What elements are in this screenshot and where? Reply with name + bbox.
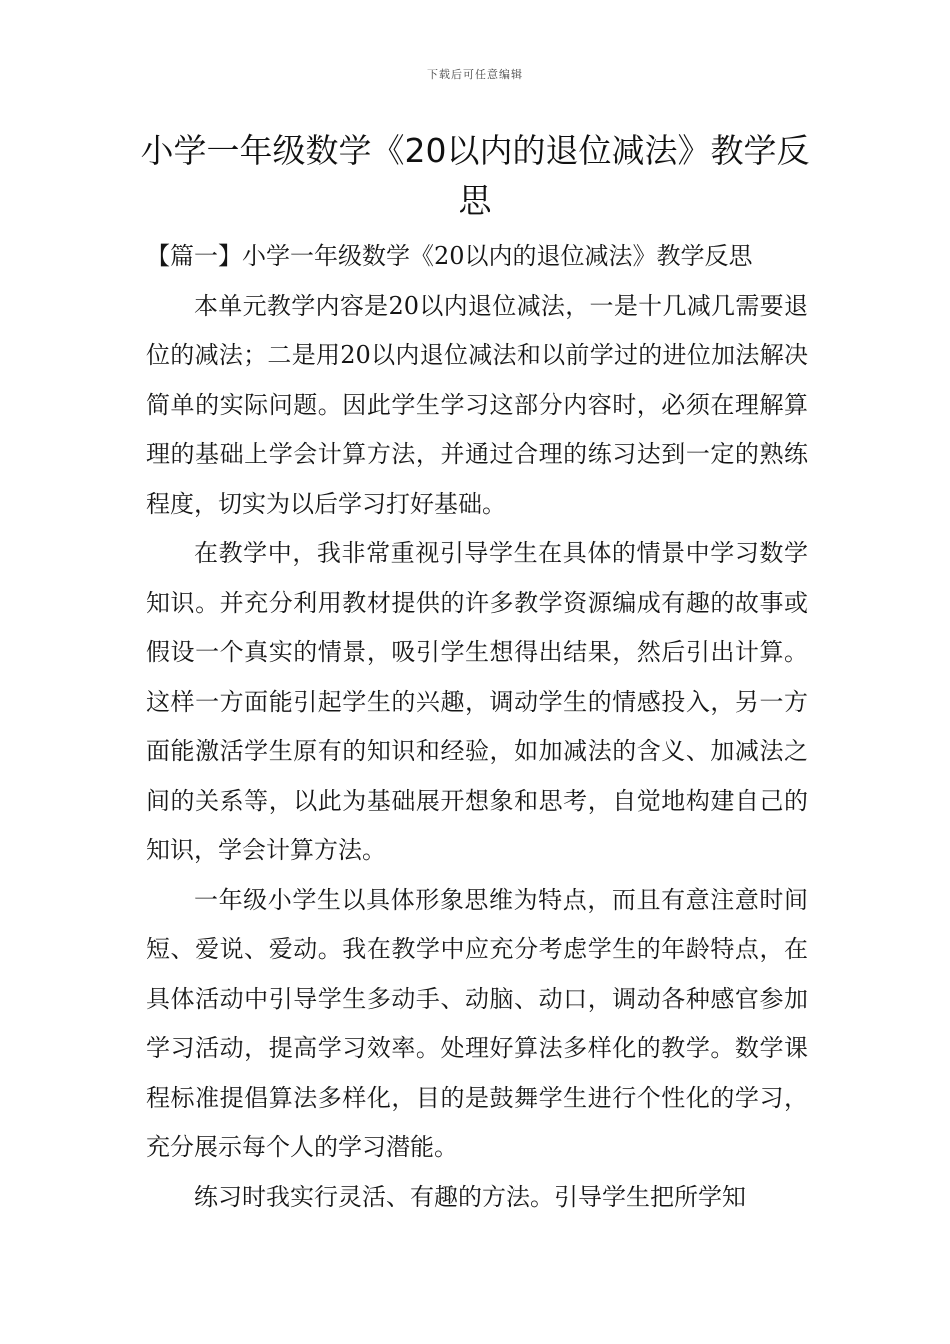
paragraph: 本单元教学内容是20以内退位减法，一是十几减几需要退位的减法；二是用20以内退位减法和以前学过的进位加法解决简单的实际问题。因此学生学习这部分内容时，必须在理解算理的基础上学会计算方法，并通过合理的练习达到一定的熟练程度，切实为以后学习打好基础。 (146, 291, 808, 518)
paragraph: 在教学中，我非常重视引导学生在具体的情景中学习数学知识。并充分利用教材提供的许多教学资源编成有趣的故事或假设一个真实的情景，吸引学生想得出结果，然后引出计算。这样一方面能引起学生的兴趣，调动学生的情感投入，另一方面能激活学生原有的知识和经验，如加减法的含义、加减法之间的关系等，以此为基础展开想象和思考，自觉地构建自己的知识，学会计算方法。 (146, 539, 808, 864)
paragraph: 练习时我实行灵活、有趣的方法。引导学生把所学知 (194, 1182, 746, 1211)
document-title: 小学一年级数学《20以内的退位减法》教学反思 (140, 131, 810, 220)
section-subtitle: 【篇一】小学一年级数学《20以内的退位减法》教学反思 (146, 242, 753, 270)
header-note: 下载后可任意编辑 (427, 68, 523, 81)
document-body (146, 232, 808, 1222)
paragraph: 一年级小学生以具体形象思维为特点，而且有意注意时间短、爱说、爱动。我在教学中应充分考虑学生的年龄特点，在具体活动中引导学生多动手、动脑、动口，调动各种感官参加学习活动，提高学习效率。处理好算法多样化的教学。数学课程标准提倡算法多样化，目的是鼓舞学生进行个性化的学习，充分展示每个人的学习潜能。 (146, 885, 808, 1161)
